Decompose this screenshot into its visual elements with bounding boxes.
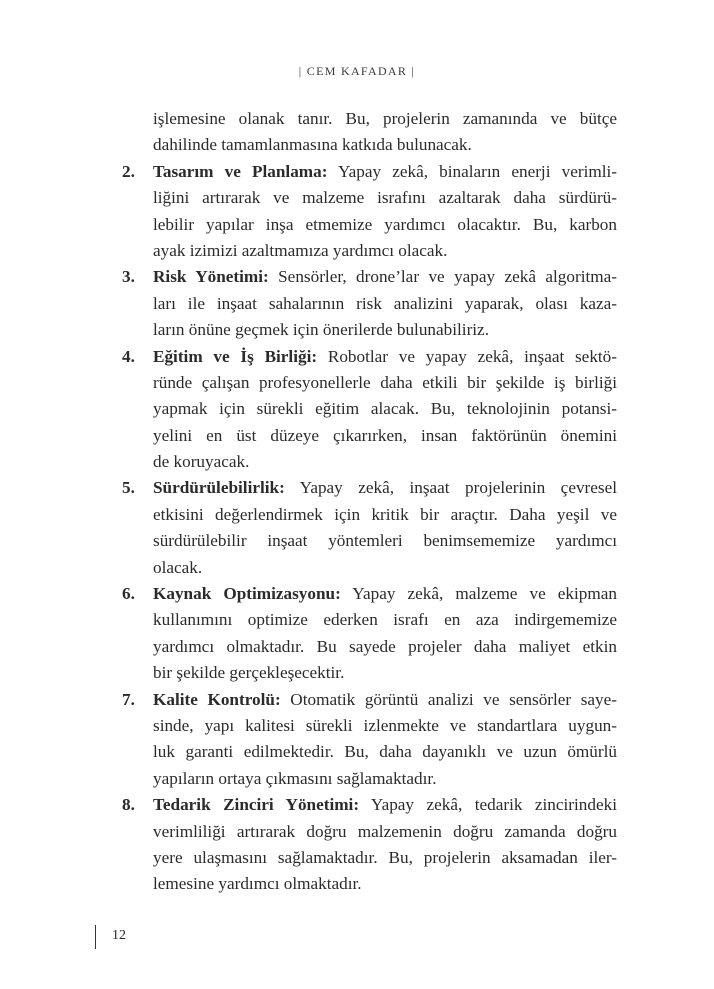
line-text: liğini artırarak ve malzeme israfını azaltarak daha sürdürü- xyxy=(153,188,617,208)
line-text: sürdürülebilir inşaat yöntemleri benimsememize yardımcı xyxy=(153,531,617,551)
list-item-heading: Risk Yönetimi: xyxy=(153,267,269,287)
line-text: ründe çalışan profesyonellerle daha etkili bir şekilde iş birliği xyxy=(153,372,617,392)
line-text: de koruyacak. xyxy=(153,452,250,472)
list-number: 5. xyxy=(122,478,135,498)
text-line xyxy=(122,449,617,475)
line-text: işlemesine olanak tanır. Bu, projelerin zamanında ve bütçe xyxy=(153,109,617,128)
text-line xyxy=(122,687,617,713)
list-number: 2. xyxy=(122,161,135,181)
body-text xyxy=(122,106,617,898)
line-text: sinde, yapı kalitesi sürekli izlenmekte ve standartlara uygun- xyxy=(153,715,617,735)
text-line xyxy=(122,264,617,290)
text-line xyxy=(122,238,617,264)
line-text: luk garanti edilmektedir. Bu, daha dayanıklı ve uzun ömürlü xyxy=(153,742,617,762)
text-line xyxy=(122,212,617,238)
line-text: yelini en üst düzeye çıkarırken, insan faktörünün önemini xyxy=(153,425,617,445)
text-line xyxy=(122,344,617,370)
text-line xyxy=(122,713,617,739)
line-text: yapmak için sürekli eğitim alacak. Bu, teknolojinin potansi- xyxy=(153,399,617,419)
text-line xyxy=(122,185,617,211)
text-line xyxy=(122,660,617,686)
text-line xyxy=(122,819,617,845)
line-text: yere ulaşmasını sağlamaktadır. Bu, projelerin aksamadan iler- xyxy=(153,847,617,867)
line-text: verimliliği artırarak doğru malzemenin doğru zamanda doğru xyxy=(153,821,617,841)
text-line xyxy=(122,317,617,343)
list-item xyxy=(122,264,617,343)
list-item-heading: Tasarım ve Planlama: xyxy=(153,161,328,181)
list-item-heading: Sürdürülebilirlik: xyxy=(153,478,285,498)
line-text: bir şekilde gerçekleşecektir. xyxy=(153,663,345,683)
text-line xyxy=(122,528,617,554)
line-text: Robotlar ve yapay zekâ, inşaat sektö- xyxy=(327,346,618,366)
text-line xyxy=(122,370,617,396)
line-text: yapıların ortaya çıkmasını sağlamaktadır. xyxy=(153,768,437,788)
text-line xyxy=(122,607,617,633)
line-text: olacak. xyxy=(153,557,203,577)
folio-rule xyxy=(95,925,96,949)
list-item-heading: Kaynak Optimizasyonu: xyxy=(153,584,341,604)
text-line xyxy=(122,291,617,317)
line-text: lemesine yardımcı olmaktadır. xyxy=(153,874,362,894)
text-line xyxy=(122,475,617,501)
line-text: Yapay zekâ, malzeme ve ekipman xyxy=(352,584,617,604)
list-item xyxy=(122,581,617,687)
line-text: ayak izimizi azaltmamıza yardımcı olacak. xyxy=(153,240,448,260)
list-item xyxy=(122,344,617,476)
text-line xyxy=(122,766,617,792)
line-text: ları ile inşaat sahalarının risk analizini yaparak, olası kaza- xyxy=(153,293,617,313)
list-item xyxy=(122,687,617,793)
line-text: Yapay zekâ, inşaat projelerinin çevresel xyxy=(299,478,617,498)
text-line xyxy=(122,502,617,528)
list-item-heading: Tedarik Zinciri Yönetimi: xyxy=(153,795,360,815)
text-line xyxy=(122,159,617,185)
list-item-heading: Kalite Kontrolü: xyxy=(153,689,281,709)
text-line xyxy=(122,396,617,422)
list-item-heading: Eğitim ve İş Birliği: xyxy=(153,346,318,366)
text-line xyxy=(122,581,617,607)
text-line xyxy=(122,423,617,449)
running-head: | CEM KAFADAR | xyxy=(298,64,416,78)
line-text: ların önüne geçmek için önerilerde bulunabiliriz. xyxy=(153,320,489,340)
list-number: 3. xyxy=(122,267,135,287)
page-number: 12 xyxy=(112,928,126,943)
line-text: kullanımını optimize ederken israfı en aza indirgememize xyxy=(153,610,617,630)
text-line xyxy=(122,106,617,132)
line-text: yardımcı olmaktadır. Bu sayede projeler daha maliyet etkin xyxy=(153,636,617,656)
text-line xyxy=(122,634,617,660)
text-line xyxy=(122,132,617,158)
line-text: Otomatik görüntü analizi ve sensörler saye- xyxy=(290,689,618,709)
line-text: Sensörler, drone’lar ve yapay zekâ algoritma- xyxy=(278,267,617,287)
list-item xyxy=(122,475,617,581)
text-line xyxy=(122,555,617,581)
line-text: lebilir yapılar inşa etmemize yardımcı olacaktır. Bu, karbon xyxy=(153,214,617,234)
line-text: Yapay zekâ, binaların enerji verimli- xyxy=(337,161,617,181)
list-number: 8. xyxy=(122,795,135,815)
list-item xyxy=(122,159,617,265)
list-number: 4. xyxy=(122,346,135,366)
line-text: etkisini değerlendirmek için kritik bir araçtır. Daha yeşil ve xyxy=(153,504,617,524)
list-number: 7. xyxy=(122,689,135,709)
list-item xyxy=(122,106,617,159)
line-text: Yapay zekâ, tedarik zincirindeki xyxy=(370,795,617,815)
list-number: 6. xyxy=(122,584,135,604)
line-text: dahilinde tamamlanmasına katkıda bulunacak. xyxy=(153,135,472,155)
text-line xyxy=(122,871,617,897)
text-line xyxy=(122,845,617,871)
text-line xyxy=(122,792,617,818)
list-item xyxy=(122,792,617,898)
text-line xyxy=(122,739,617,765)
